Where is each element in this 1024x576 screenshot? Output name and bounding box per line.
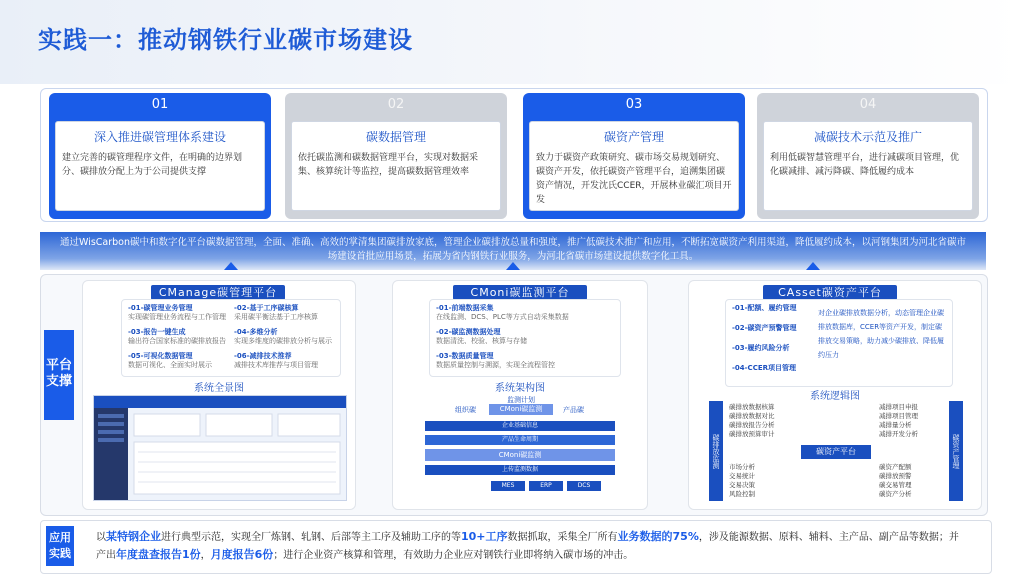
practice-number: 03 xyxy=(625,97,643,112)
cmoni-title[interactable]: CMoni碳监测平台 xyxy=(453,285,587,300)
module-item: -03-数据质量管理 数据质量控制与溯源，实现全流程管控 xyxy=(436,352,555,369)
cmoni-modules xyxy=(429,299,621,377)
practices-panel xyxy=(40,88,988,222)
app-text-part: 以 xyxy=(96,532,106,543)
arrow-up-icon xyxy=(806,262,820,270)
arch-source: ERP xyxy=(529,481,563,491)
practice-title: 深入推进碳管理体系建设 xyxy=(93,130,226,144)
logic-diagram xyxy=(709,401,963,505)
logic-items-top-left: 碳排放数据核算 碳排放数据对比 碳排放报告分析 碳排放预算审计 xyxy=(729,403,775,438)
app-text-highlight: 某特钢企业 xyxy=(106,530,161,543)
logic-items-bottom-left: 市场分析 交易统计 交易决策 风险控制 xyxy=(729,463,755,498)
practice-box xyxy=(291,121,501,211)
module-item: -01-前端数据采集 在线监测、DCS、PLC等方式自动采集数据 xyxy=(436,304,569,321)
module-item: -06-减排技术推荐 减排技术库推荐与项目管理 xyxy=(234,352,318,369)
module-item: -02-基于工序碳核算 采用碳平衡法基于工序核算 xyxy=(234,304,318,321)
practice-box xyxy=(55,121,265,211)
practice-box xyxy=(529,121,739,211)
arch-row: 企业基础信息 xyxy=(425,421,615,431)
module-item: -04-多维分析 实现多维度的碳排放分析与展示 xyxy=(234,328,332,345)
application-text xyxy=(96,528,966,564)
arch-source: DCS xyxy=(567,481,601,491)
arch-right: 产品碳 xyxy=(563,406,584,414)
practice-number: 04 xyxy=(859,97,877,112)
app-text-highlight: 10+工序 xyxy=(461,530,508,543)
logic-center: 碳资产平台 xyxy=(801,445,871,459)
module-item: -02-碳资产预警管理 xyxy=(732,324,797,332)
app-text-part: ，涉及能源数据、原料、辅料、主产品、副产品等数据；并产出 xyxy=(96,532,959,561)
platform-support-label: 平台支撑 xyxy=(44,330,74,420)
arch-row: 产品生命周期 xyxy=(425,435,615,445)
module-item: -02-碳监测数据处理 数据清洗、校验、核算与存储 xyxy=(436,328,527,345)
casset-title[interactable]: CAsset碳资产平台 xyxy=(763,285,897,300)
module-item: -03-报告一键生成 输出符合国家标准的碳排放报告 xyxy=(128,328,226,345)
practice-title: 碳资产管理 xyxy=(603,130,664,144)
arch-source: MES xyxy=(491,481,525,491)
module-item: -04-CCER项目管理 xyxy=(732,364,796,372)
app-text-part: ， xyxy=(200,550,211,561)
logic-left: 碳排放监测 xyxy=(709,401,723,501)
header-bar xyxy=(0,0,1024,84)
practice-title: 碳数据管理 xyxy=(365,130,426,144)
practice-desc: 依托碳监测和碳数据管理平台，实现对数据采集、核算统计等监控，提高碳数据管理效率 xyxy=(298,153,479,177)
dashboard-mockup-icon xyxy=(94,396,346,500)
arrow-up-icon xyxy=(224,262,238,270)
module-item: -03-履约风险分析 xyxy=(732,344,790,352)
practice-card-02[interactable] xyxy=(285,93,507,219)
logic-right: 碳资产管理 xyxy=(949,401,963,501)
logic-items-bottom-right: 碳资产配额 碳排放预警 碳交易管理 碳资产分析 xyxy=(879,463,912,498)
application-label: 应用实践 xyxy=(46,526,74,566)
practice-desc: 利用低碳智慧管理平台，进行减碳项目管理，优化碳减排、减污降碳、降低履约成本 xyxy=(770,153,960,177)
arch-center: CMoni碳监测 xyxy=(489,404,553,415)
cmanage-panel xyxy=(82,280,356,510)
cmanage-title[interactable]: CManage碳管理平台 xyxy=(151,285,285,300)
casset-subtitle: 系统逻辑图 xyxy=(810,391,860,402)
arch-top: 监测计划 xyxy=(507,396,535,404)
practice-desc: 致力于碳资产政策研究、碳市场交易规划研究、碳资产开发，依托碳资产管理平台，追溯集团碳资产情况，开发沈氏CCER，开展林业碳汇项目开发 xyxy=(536,153,732,205)
practice-card-04[interactable] xyxy=(757,93,979,219)
practice-title: 减碳技术示范及推广 xyxy=(813,130,922,144)
practice-box xyxy=(763,121,973,211)
module-item: -01-配额、履约管理 xyxy=(732,304,797,312)
app-text-highlight: 月度报告6份 xyxy=(210,548,274,561)
module-item: -01-碳管理业务管理 实现碳管理业务流程与工作管理 xyxy=(128,304,226,321)
arch-row: 上传监测数据 xyxy=(425,465,615,475)
architecture-diagram xyxy=(411,395,629,503)
practice-number: 01 xyxy=(151,97,169,112)
module-item: -05-可视化数据管理 数据可视化、全面实时展示 xyxy=(128,352,212,369)
app-text-part: 数据抓取，采集全厂所有 xyxy=(507,532,618,543)
summary-banner: 通过WisCarbon碳中和数字化平台碳数据管理，全面、准确、高效的掌清集团碳排放家底，管理企业碳排放总量和强度，推广低碳技术推广和应用，不断拓宽碳资产利用渠道，降低履约成本，以河钢集团为河北省碳市场建设首批应用场景，拓展为省内钢铁行业服务，为河北省碳市场建设提供数字化工具。 xyxy=(40,232,986,270)
app-text-highlight: 年度盘查报告1份 xyxy=(116,548,201,561)
logic-items-top-right: 减排项目申报 减排项目管理 减排量分析 减排开发分析 xyxy=(879,403,918,438)
practice-card-01[interactable] xyxy=(49,93,271,219)
app-text-part: 进行典型示范，实现全厂炼钢、轧钢、后部等主工序及辅助工序的等 xyxy=(161,532,461,543)
cmoni-subtitle: 系统架构图 xyxy=(495,383,545,394)
page-title: 实践一：推动钢铁行业碳市场建设 xyxy=(38,26,413,54)
app-text-part: ；进行企业资产核算和管理，有效助力企业应对钢铁行业即将纳入碳市场的冲击。 xyxy=(273,550,634,561)
practice-desc: 建立完善的碳管理程序文件，在明确的边界划分、碳排放分配上为于公司提供支撑 xyxy=(62,153,243,177)
dashboard-screenshot xyxy=(93,395,347,501)
cmanage-modules xyxy=(121,299,341,377)
casset-note: 对企业碳排放数据分析，动态管理企业碳排放数据库，CCER等资产开发，制定碳排放交易策略，助力减少碳排放、降低履约压力 xyxy=(818,309,944,359)
arch-row: CMoni碳监测 xyxy=(425,449,615,461)
practice-number: 02 xyxy=(387,97,405,112)
app-text-highlight: 业务数据的75% xyxy=(617,530,699,543)
cmanage-subtitle: 系统全景图 xyxy=(194,383,244,394)
casset-modules xyxy=(725,299,953,387)
arrow-up-icon xyxy=(506,262,520,270)
arch-left: 组织碳 xyxy=(455,406,476,414)
cmoni-panel xyxy=(392,280,648,510)
casset-panel xyxy=(688,280,982,510)
practice-card-03[interactable] xyxy=(523,93,745,219)
